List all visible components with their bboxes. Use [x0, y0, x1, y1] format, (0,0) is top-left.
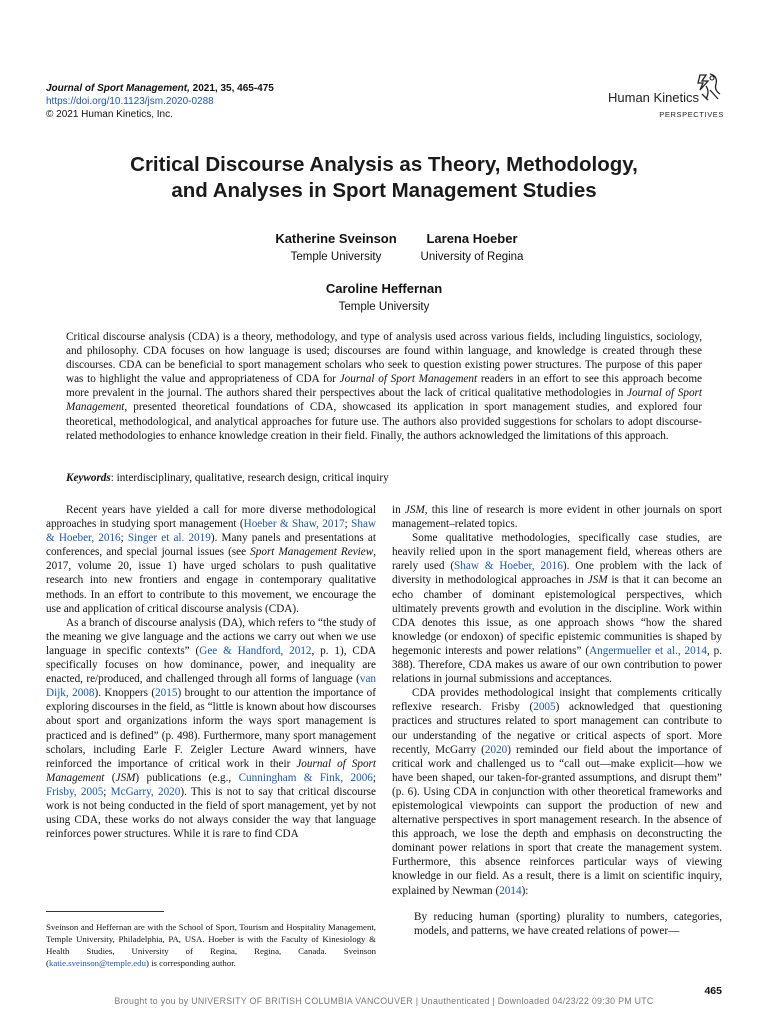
body-column-left: [46, 503, 376, 841]
keywords: [66, 472, 702, 484]
paragraph: Recent years have yielded a call for more diverse methodological approaches in studying sport management (Hoeber & Shaw, 2017; Shaw & Hoeber, 2016; Singer et al. 2019). Many panels and presentations at conferences, and special journal issues (see Sport Management Review, 2017, volume 20, issue 1) have urged scholars to push qualitative research into new frontiers and engage in contemporary qualitative methods. In an effort to contribute to this movement, we encourage the use and application of critical discourse analysis (CDA).: [46, 504, 377, 615]
journal-volume: 2021, 35, 465-475: [189, 83, 274, 94]
journal-title-italic: Journal of Sport Management: [339, 373, 478, 386]
email-link[interactable]: katie.sveinson@temple.edu: [48, 958, 146, 968]
citation-link[interactable]: McGarry, 2020: [110, 785, 181, 798]
citation-link[interactable]: Hoeber & Shaw, 2017: [243, 518, 345, 531]
block-quote: By reducing human (sporting) plurality to numbers, categories, models, and patterns, we have created relations of power—: [414, 910, 722, 937]
paragraph: CDA provides methodological insight that complements critically reflexive research. Frisby (2005) acknowledged that questioning practices and structures related to sport management can contribute to our understanding of the negative or critical aspects of sport. More recently, McGarry (2020) reminded our field about the importance of critical work and challenged us to “call out—make explicit—how we have been shaped, our taken-for-granted assumptions, and disrupt them” (p. 6). Using CDA in conjunction with other theoretical frameworks and epistemological viewpoints can support the production of new and alternative perspectives in sport management research. In the absence of this approach, we lose the depth and emphasis on deconstructing the dominant power relations in sport that create the management system. Furthermore, this absence reinforces particular ways of viewing knowledge in our field. As a result, there is a limit on scientific inquiry, explained by Newman (2014):: [392, 687, 722, 897]
article-title: [40, 152, 728, 204]
author-footnote: Sveinson and Heffernan are with the School of Sport, Tourism and Hospitality Management, Temple University, Philadelphia, PA, USA. Hoeber is with the Faculty of Kinesiology & Health Studies, University of Regina, Regina, Canada. Sveinson (katie.sveinson@temple.edu) is corresponding author.: [46, 922, 376, 968]
paragraph: As a branch of discourse analysis (DA), which refers to “the study of the meaning we give language and the actions we carry out when we use language in specific contexts” (Gee & Handford, 2012, p. 1), CDA specifically focuses on how dominance, power, and inequality are enacted, re/produced, and challenged through all forms of language (van Dijk, 2008). Knoppers (2015) brought to our attention the importance of exploring discourses in the field, as “little is known about how discourses about sport and organizations inform the ways sport management is practiced and is defined” (p. 498). Furthermore, many sport management scholars, including Earle F. Zeigler Lecture Award winners, have reinforced the importance of critical work in their Journal of Sport Management (JSM) publications (e.g., Cunningham & Fink, 2006; Frisby, 2005; McGarry, 2020). This is not to say that critical discourse work is not being conducted in the field of sport management, yet by not using CDA, these works do not always consider the way that language reinforces power structures. While it is rare to find CDA: [46, 616, 377, 841]
author-name: Caroline Heffernan: [325, 281, 443, 296]
abstract-text: readers in an effort to see this approach become more prevalent in the journal. The authors shared their perspectives about the lack of critical qualitative methodologies in: [66, 373, 703, 400]
copyright: © 2021 Human Kinetics, Inc.: [46, 109, 173, 120]
citation-link[interactable]: van Dijk, 2008: [46, 673, 376, 700]
citation-link[interactable]: Shaw & Hoeber, 2016: [46, 518, 376, 545]
abstract: [66, 330, 702, 443]
citation-link[interactable]: 2005: [533, 701, 556, 714]
citation-link[interactable]: 2020: [484, 743, 508, 756]
human-kinetics-logo-icon: [696, 72, 722, 102]
journal-header: [46, 82, 274, 121]
footnote-divider: [46, 911, 164, 912]
author-name: Katherine Sveinson: [275, 231, 397, 246]
citation-link[interactable]: Shaw & Hoeber, 2016: [454, 560, 563, 573]
citation-link[interactable]: Angermueller et al., 2014: [589, 644, 707, 657]
paragraph: in JSM, this line of research is more evident in other journals on sport management–related topics.: [392, 504, 722, 531]
author-name: Larena Hoeber: [426, 231, 518, 246]
author-affiliation: Temple University: [338, 301, 430, 313]
author-affiliation: Temple University: [290, 251, 382, 263]
title-line-2: and Analyses in Sport Management Studies: [171, 179, 597, 202]
author-affiliation: University of Regina: [420, 251, 524, 263]
citation-link[interactable]: Singer et al. 2019: [127, 532, 211, 545]
citation-link[interactable]: 2015: [155, 687, 178, 700]
citation-link[interactable]: Frisby, 2005: [46, 785, 104, 798]
journal-name: Journal of Sport Management,: [46, 83, 190, 94]
publisher-name: Human Kinetics: [608, 90, 700, 105]
keywords-label: Keywords: [66, 472, 111, 484]
citation-link[interactable]: Cunningham & Fink, 2006: [238, 771, 373, 784]
publisher-block: [600, 72, 724, 120]
citation-link[interactable]: 2014: [499, 884, 522, 897]
title-line-1: Critical Discourse Analysis as Theory, Methodology,: [130, 153, 638, 176]
abstract-text: , presented theoretical foundations of CDA, showcased its application in sport management studies, and explored four theoretical, methodological, and analytical approaches for future use. The authors also provided suggestions for scholars to adopt discourse-related methodologies to enhance knowledge creation in their field. Finally, the authors acknowledged the limitations of this approach.: [66, 401, 702, 442]
body-column-right: [392, 503, 722, 938]
doi-link[interactable]: https://doi.org/10.1123/jsm.2020-0288: [46, 96, 214, 107]
keywords-list: : interdisciplinary, qualitative, research design, critical inquiry: [110, 472, 389, 484]
journal-title-italic: Journal of Sport Management: [66, 387, 702, 414]
section-label: PERSPECTIVES: [659, 110, 724, 119]
citation-link[interactable]: Gee & Handford, 2012: [199, 644, 312, 657]
paragraph: Some qualitative methodologies, specifically case studies, are heavily relied upon in the sport management field, whereas others are rarely used (Shaw & Hoeber, 2016). One problem with the lack of diversity in methodological approaches in JSM is that it can become an echo chamber of dominant epistemological perspectives, which ultimately prevents growth and evolution in the discipline. Work within CDA denotes this issue, as one approach shows “how the shared knowledge (or endoxon) of specific epistemic communities is shaped by hegemonic interests and power relations” (Angermueller et al., 2014, p. 388). Therefore, CDA makes us aware of our own contribution to power relations in journal submissions and acceptances.: [392, 532, 722, 686]
abstract-text: Critical discourse analysis (CDA) is a theory, methodology, and type of analysis used across various fields, including linguistics, sociology, and philosophy. CDA focuses on how language is used; discourses are found within language, and knowledge is created through these discourses. CDA can be beneficial to sport management scholars who seek to question existing power structures. The purpose of this paper was to highlight the value and appropriateness of CDA for: [66, 331, 702, 386]
page-number: 465: [704, 985, 722, 997]
download-watermark: Brought to you by UNIVERSITY OF BRITISH COLUMBIA VANCOUVER | Unauthenticated | Downloaded 04/23/22 09:30 PM UTC: [114, 996, 654, 1006]
